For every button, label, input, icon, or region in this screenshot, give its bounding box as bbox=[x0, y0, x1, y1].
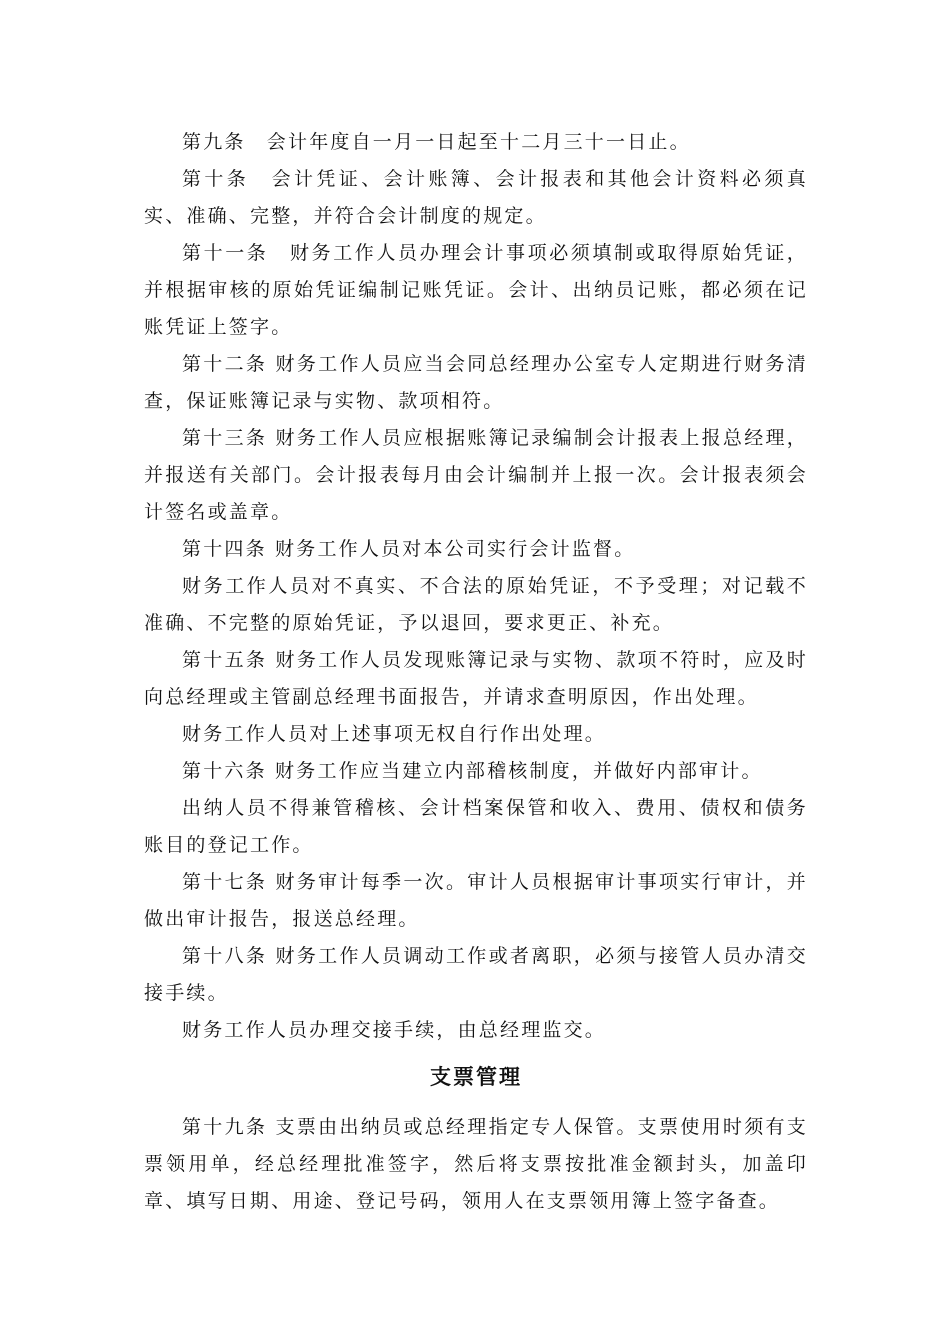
article-11: 第十一条 财务工作人员办理会计事项必须填制或取得原始凭证，并根据审核的原始凭证编制记账凭证。会计、出纳员记账，都必须在记账凭证上签字。 bbox=[144, 242, 808, 338]
article-18-detail: 财务工作人员办理交接手续，由总经理监交。 bbox=[182, 1019, 607, 1041]
section-heading: 支票管理 bbox=[430, 1065, 522, 1089]
article-18: 第十八条 财务工作人员调动工作或者离职，必须与接管人员办清交接手续。 bbox=[144, 945, 808, 1004]
article-15: 第十五条 财务工作人员发现账簿记录与实物、款项不符时，应及时向总经理或主管副总经理书面报告，并请求查明原因，作出处理。 bbox=[144, 649, 808, 708]
article-12: 第十二条 财务工作人员应当会同总经理办公室专人定期进行财务清查，保证账簿记录与实物、款项相符。 bbox=[144, 353, 808, 412]
article-14: 第十四条 财务工作人员对本公司实行会计监督。 bbox=[182, 538, 636, 560]
document-body bbox=[144, 124, 808, 1220]
article-9: 第九条 会计年度自一月一日起至十二月三十一日止。 bbox=[182, 131, 691, 153]
article-10: 第十条 会计凭证、会计账簿、会计报表和其他会计资料必须真实、准确、完整，并符合会计制度的规定。 bbox=[144, 168, 808, 227]
article-14-detail: 财务工作人员对不真实、不合法的原始凭证，不予受理；对记载不准确、不完整的原始凭证，予以退回，要求更正、补充。 bbox=[144, 575, 808, 634]
article-16: 第十六条 财务工作应当建立内部稽核制度，并做好内部审计。 bbox=[182, 760, 763, 782]
article-16-detail: 出纳人员不得兼管稽核、会计档案保管和收入、费用、债权和债务账目的登记工作。 bbox=[144, 797, 808, 856]
article-19: 第十九条 支票由出纳员或总经理指定专人保管。支票使用时须有支票领用单，经总经理批准签字，然后将支票按批准金额封头，加盖印章、填写日期、用途、登记号码，领用人在支票领用簿上签字备查。 bbox=[144, 1116, 808, 1212]
article-17: 第十七条 财务审计每季一次。审计人员根据审计事项实行审计，并做出审计报告，报送总经理。 bbox=[144, 871, 808, 930]
article-13: 第十三条 财务工作人员应根据账簿记录编制会计报表上报总经理，并报送有关部门。会计报表每月由会计编制并上报一次。会计报表须会计签名或盖章。 bbox=[144, 427, 808, 523]
article-15-detail: 财务工作人员对上述事项无权自行作出处理。 bbox=[182, 723, 607, 745]
